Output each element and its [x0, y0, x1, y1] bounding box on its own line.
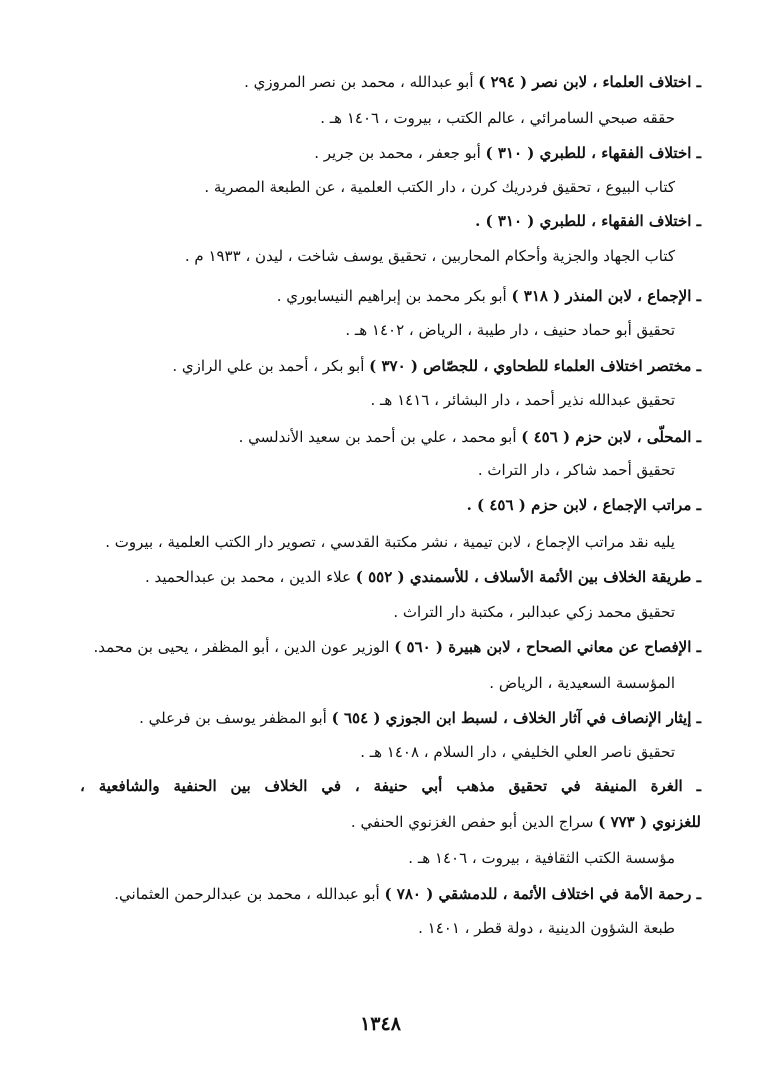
publication-text: كتاب الجهاد والجزية وأحكام المحاربين ، تحقيق يوسف شاخت ، ليدن ، ١٩٣٣ م .: [184, 247, 675, 265]
publication-text: مؤسسة الكتب الثقافية ، بيروت ، ١٤٠٦ هـ .: [408, 849, 675, 867]
reference-line: [80, 143, 701, 163]
reference-author: أبو محمد ، علي بن أحمد بن سعيد الأندلسي .: [238, 428, 522, 446]
reference-line: [80, 356, 701, 376]
reference-title: ـ اختلاف الفقهاء ، للطبري ( ٣١٠ ): [485, 144, 701, 162]
reference-title: ـ إيثار الإنصاف في آثار الخلاف ، لسبط ابن الجوزي ( ٦٥٤ ): [331, 709, 701, 727]
reference-title: ـ مراتب الإجماع ، لابن حزم ( ٤٥٦ ) .: [466, 496, 701, 514]
publication-text: يليه نقد مراتب الإجماع ، لابن تيمية ، نشر مكتبة القدسي ، تصوير دار الكتب العلمية ، بيروت .: [105, 533, 675, 551]
reference-line: [80, 884, 701, 904]
reference-author: علاء الدين ، محمد بن عبدالحميد .: [144, 568, 356, 586]
publication-text: طبعة الشؤون الدينية ، دولة قطر ، ١٤٠١ .: [418, 919, 675, 937]
reference-line: [80, 776, 701, 796]
publication-text: تحقيق عبدالله نذير أحمد ، دار البشائر ، ١٤١٦ هـ .: [370, 391, 675, 409]
reference-author: أبو المظفر يوسف بن فرعلي .: [139, 709, 332, 727]
publication-text: تحقيق أبو حماد حنيف ، دار طيبة ، الرياض ، ١٤٠٢ هـ .: [345, 321, 675, 339]
reference-publication: [80, 460, 675, 480]
reference-line: [80, 708, 701, 728]
publication-text: حققه صبحي السامرائي ، عالم الكتب ، بيروت ، ١٤٠٦ هـ .: [320, 109, 675, 127]
reference-line: [80, 72, 701, 92]
reference-line: [80, 567, 701, 587]
reference-publication: [80, 848, 675, 868]
reference-title: ـ المحلّى ، لابن حزم ( ٤٥٦ ): [521, 428, 701, 446]
reference-publication: [80, 602, 675, 622]
reference-title: ـ الإجماع ، لابن المنذر ( ٣١٨ ): [511, 287, 701, 305]
reference-publication: [80, 532, 675, 552]
reference-author: أبو جعفر ، محمد بن جرير .: [314, 144, 486, 162]
reference-title: ـ طريقة الخلاف بين الأئمة الأسلاف ، للأسمندي ( ٥٥٢ ): [355, 568, 701, 586]
reference-line-continued: [80, 812, 701, 832]
reference-line: [80, 211, 701, 231]
reference-title: ـ رحمة الأمة في اختلاف الأئمة ، للدمشقي ( ٧٨٠ ): [384, 885, 701, 903]
publication-text: تحقيق محمد زكي عبدالبر ، مكتبة دار التراث .: [393, 603, 675, 621]
reference-title: ـ اختلاف الفقهاء ، للطبري ( ٣١٠ ) .: [475, 212, 701, 230]
reference-publication: [80, 108, 675, 128]
reference-title: ـ الغرة المنيفة في تحقيق مذهب أبي حنيفة ، في الخلاف بين الحنفية والشافعية ،: [80, 777, 701, 795]
reference-line: [80, 286, 701, 306]
publication-text: تحقيق أحمد شاكر ، دار التراث .: [477, 461, 675, 479]
reference-author: أبو عبدالله ، محمد بن نصر المروزي .: [244, 73, 479, 91]
publication-text: تحقيق ناصر العلي الخليفي ، دار السلام ، ١٤٠٨ هـ .: [360, 743, 675, 761]
reference-publication: [80, 918, 675, 938]
reference-author: أبو عبدالله ، محمد بن عبدالرحمن العثماني.: [114, 885, 385, 903]
reference-title: ـ اختلاف العلماء ، لابن نصر ( ٢٩٤ ): [478, 73, 701, 91]
publication-text: كتاب البيوع ، تحقيق فردريك كرن ، دار الكتب العلمية ، عن الطبعة المصرية .: [204, 178, 675, 196]
reference-publication: [80, 673, 675, 693]
reference-line: [80, 427, 701, 447]
reference-publication: [80, 742, 675, 762]
reference-publication: [80, 390, 675, 410]
reference-publication: [80, 320, 675, 340]
reference-title: ـ الإفصاح عن معاني الصحاح ، لابن هبيرة ( ٥٦٠ ): [394, 638, 701, 656]
reference-author: أبو بكر محمد بن إبراهيم النيسابوري .: [276, 287, 512, 305]
reference-author-nisba: للغزنوي ( ٧٧٣ ): [598, 813, 701, 831]
reference-publication: [80, 246, 675, 266]
reference-line: [80, 637, 701, 657]
publication-text: المؤسسة السعيدية ، الرياض .: [489, 674, 675, 692]
page-number: ١٣٤٨: [360, 1013, 401, 1035]
reference-author: أبو بكر ، أحمد بن علي الرازي .: [172, 357, 370, 375]
reference-publication: [80, 177, 675, 197]
reference-line: [80, 495, 701, 515]
reference-author: الوزير عون الدين ، أبو المظفر ، يحيى بن محمد.: [93, 638, 395, 656]
reference-author: سراج الدين أبو حفص الغزنوي الحنفي .: [350, 813, 599, 831]
reference-title: ـ مختصر اختلاف العلماء للطحاوي ، للجصّاص ( ٣٧٠ ): [369, 357, 701, 375]
